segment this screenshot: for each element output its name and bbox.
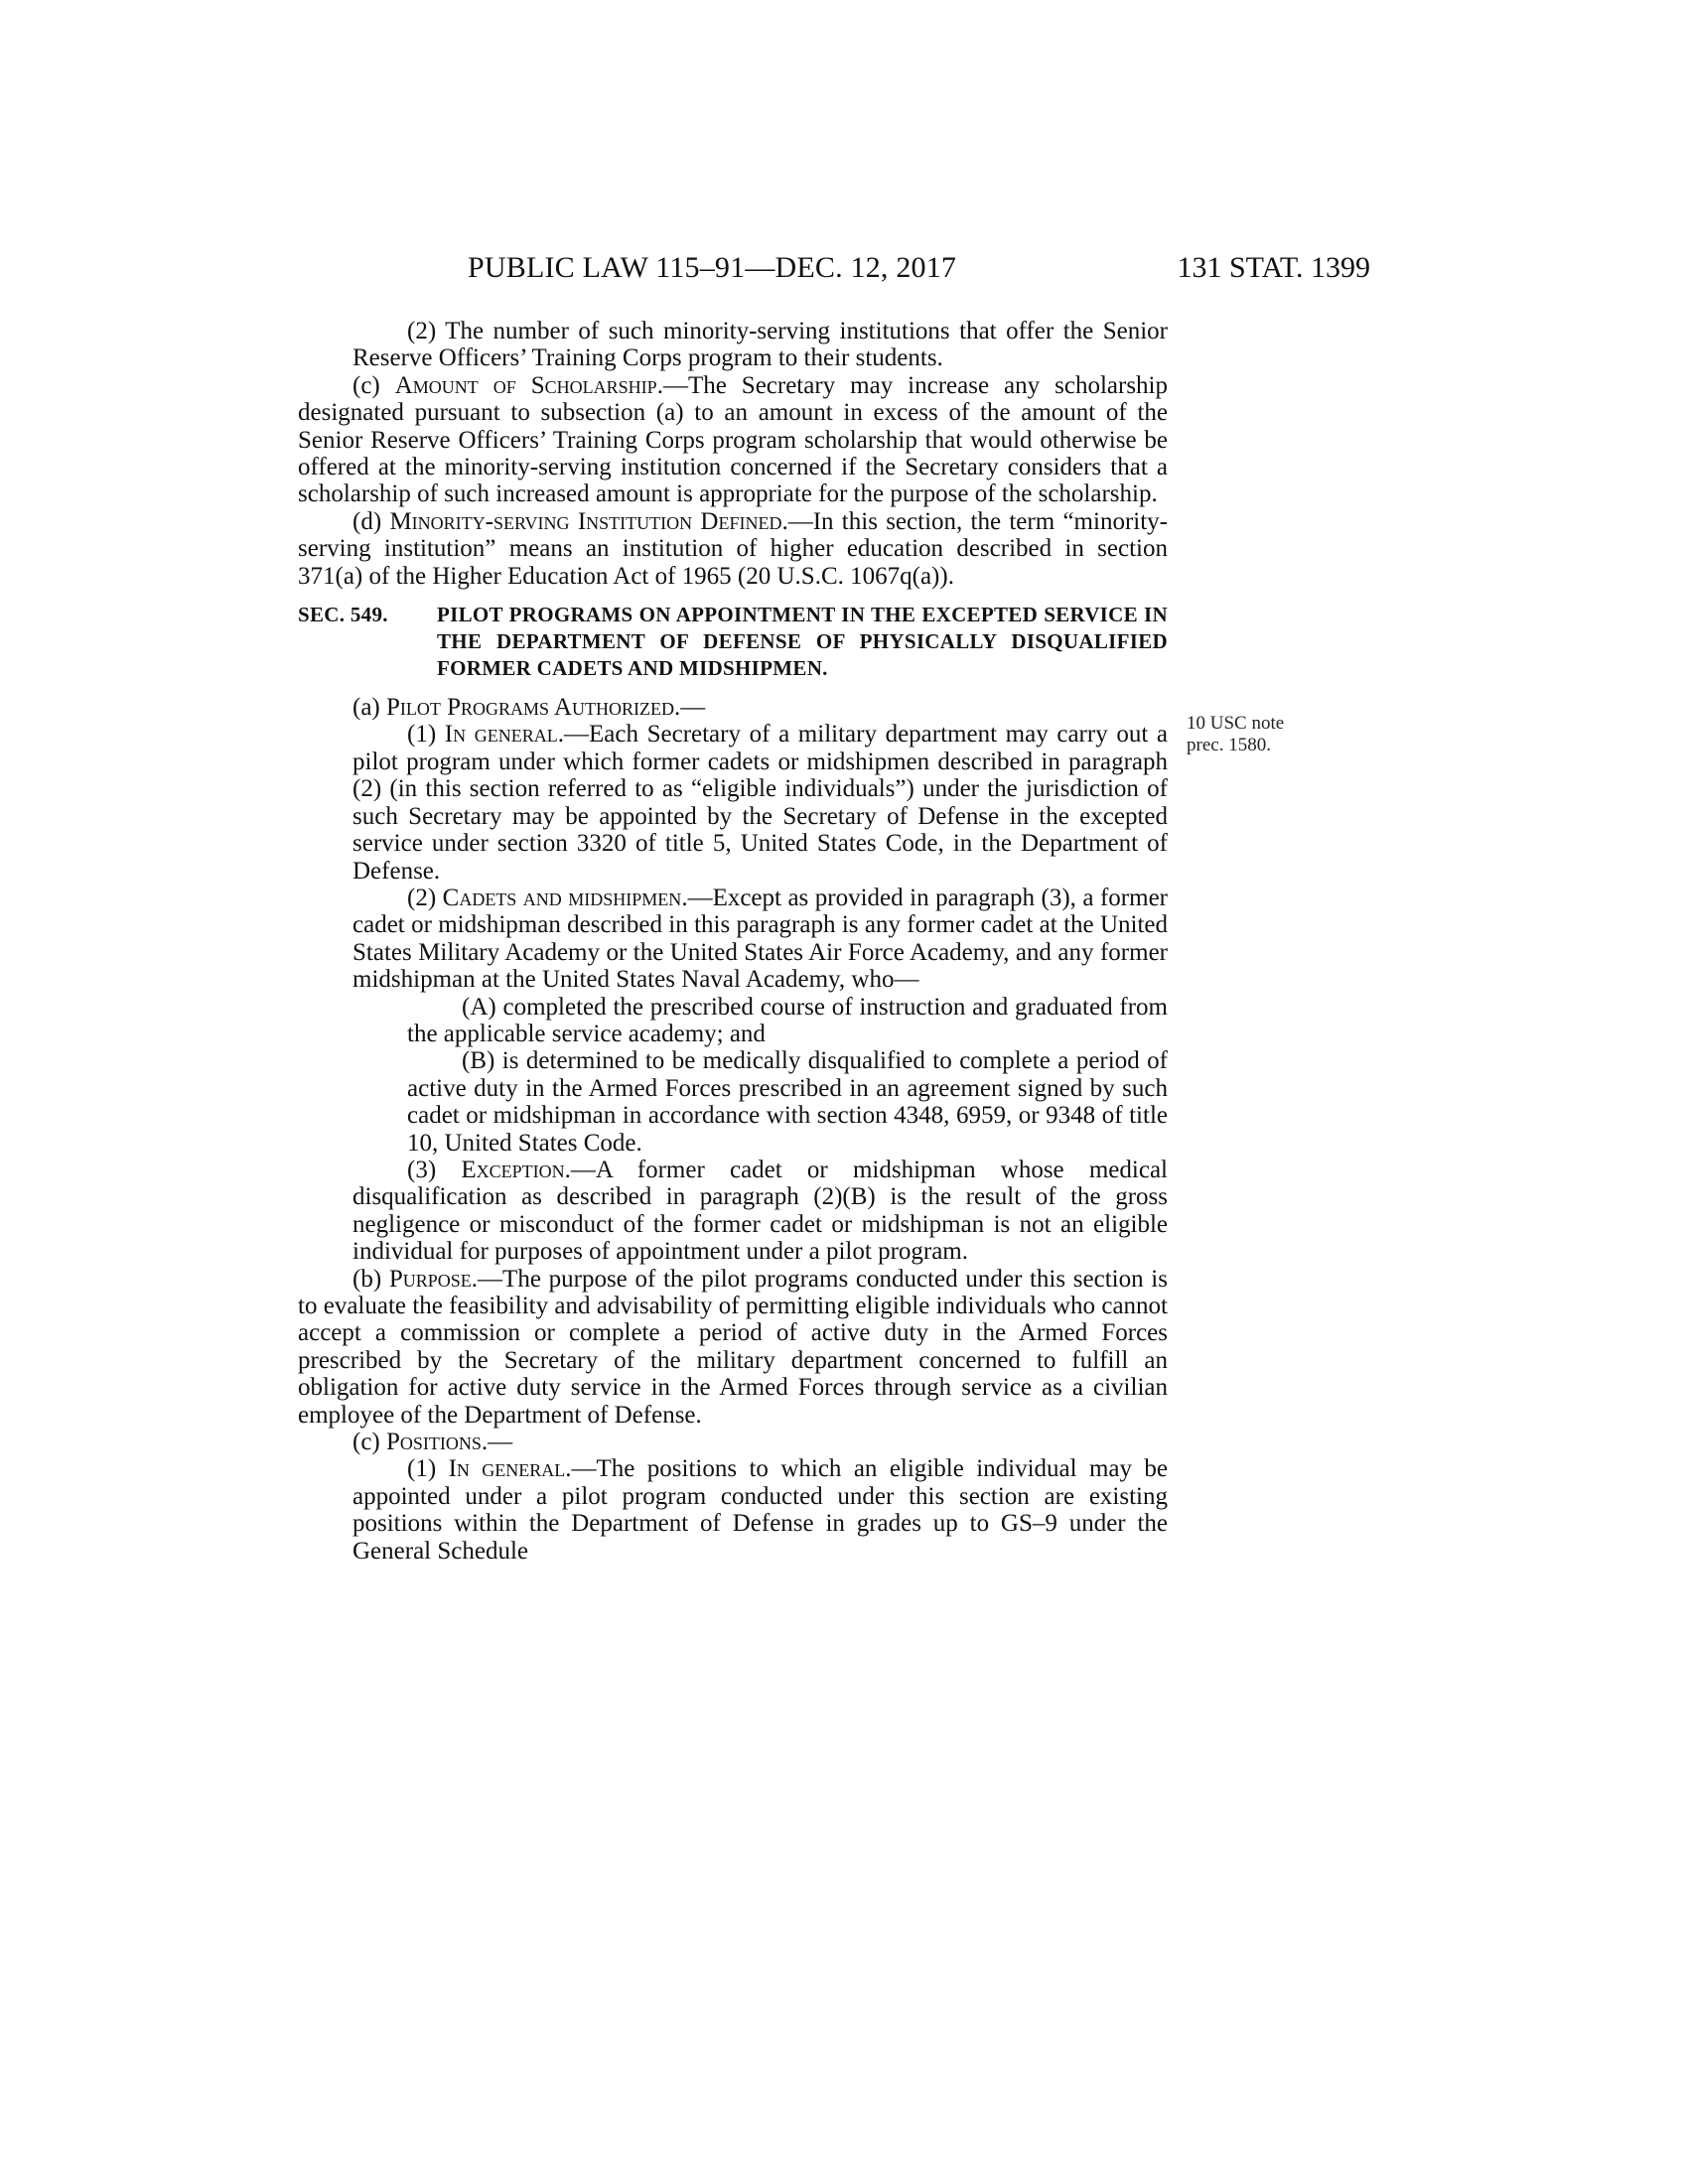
subsection-c-positions-heading	[298, 1429, 1168, 1455]
subsection-heading: Minority-serving Institution Defined	[389, 507, 782, 535]
paragraph-text: .—Except as provided in paragraph (3), a former cadet or midshipman described in this paragraph is any former cadet at the United States Military Academy or the United States Air Force Academy, and any former midshipman at the United States Naval Academy, who—	[352, 884, 1168, 994]
paragraph-a3-exception	[298, 1157, 1168, 1266]
paragraph-heading: Exception	[461, 1156, 565, 1183]
subsection-heading: Purpose	[388, 1265, 472, 1293]
section-title: PILOT PROGRAMS ON APPOINTMENT IN THE EXCEPTED SERVICE IN THE DEPARTMENT OF DEFENSE OF PHYSICALLY DISQUALIFIED FORMER CADETS AND MIDSHIPMEN.	[437, 603, 1168, 681]
paragraph-a2-cadets-and-midshipmen	[298, 885, 1168, 994]
paragraph-label: (2)	[407, 884, 443, 911]
subsection-b-purpose	[298, 1266, 1168, 1429]
subsection-text: .—In this section, the term “minority-serving institution” means an institution of higher education described in section 371(a) of the Higher Education Act of 1965 (20 U.S.C. 1067q(a)).	[298, 507, 1168, 590]
subsection-label: (c)	[352, 1429, 386, 1456]
paragraph-a1-in-general	[298, 721, 1168, 884]
clause-a2B: (B) is determined to be medically disqualified to complete a period of active duty in the Armed Forces prescribed in an agreement signed by such cadet or midshipman in accordance with section 4348, 6959, or 9348 of title 10, United States Code.	[407, 1047, 1168, 1157]
subsection-label: (a)	[352, 694, 386, 722]
header-stat-page: 131 STAT. 1399	[1177, 251, 1370, 284]
subsection-tail: .—	[481, 1429, 513, 1456]
margin-note	[1187, 713, 1306, 756]
subsection-heading: Positions	[386, 1429, 482, 1456]
paragraph-label: (1)	[407, 1455, 449, 1483]
subsection-heading: Amount of Scholarship	[394, 371, 657, 399]
section-heading	[298, 602, 1168, 682]
margin-note-line2: prec. 1580.	[1187, 735, 1271, 755]
subsection-label: (c)	[352, 371, 395, 399]
paragraph-text: .—The positions to which an eligible individual may be appointed under a pilot program conducted under this section are existing positions within the Department of Defense in grades up to GS–9 under the General Schedule	[352, 1455, 1169, 1565]
section-number: SEC. 549.	[298, 603, 388, 627]
paragraph-heading: Cadets and midshipmen	[442, 884, 682, 911]
subsection-a-heading	[298, 694, 1168, 721]
paragraph-label: (3)	[407, 1156, 462, 1183]
paragraph-label: (1)	[407, 721, 445, 749]
subsection-d-definition	[298, 508, 1168, 590]
paragraph-c2-continued: (2) The number of such minority-serving institutions that offer the Senior Reserve Officers’ Training Corps program to their students.	[352, 318, 1168, 372]
running-header	[298, 248, 1370, 288]
subsection-label: (b)	[352, 1265, 389, 1293]
subsection-text: .—The purpose of the pilot programs conducted under this section is to evaluate the feasibility and advisability of permitting eligible individuals who cannot accept a commission or complete a period of active duty in the Armed Forces prescribed by the Secretary of the military department concerned to fulfill an obligation for active duty service in the Armed Forces through service as a civilian employee of the Department of Defense.	[298, 1265, 1168, 1429]
clause-a2A: (A) completed the prescribed course of instruction and graduated from the applicable service academy; and	[407, 993, 1168, 1047]
subsection-label: (d)	[352, 507, 390, 535]
subsection-tail: .—	[673, 694, 706, 722]
paragraph-heading: In general	[448, 1455, 566, 1483]
subsection-c-amount-of-scholarship	[298, 372, 1168, 508]
subsection-text: .—The Secretary may increase any scholarship designated pursuant to subsection (a) to an amount in excess of the amount of the Senior Reserve Officers’ Training Corps program scholarship that would otherwise be offered at the minority-serving institution concerned if the Secretary considers that a scholarship of such increased amount is appropriate for the purpose of the scholarship.	[298, 371, 1168, 508]
paragraph-heading: In general	[444, 721, 558, 749]
paragraph-text: .—Each Secretary of a military department may carry out a pilot program under which former cadets or midshipmen described in paragraph (2) (in this section referred to as “eligible individuals”) under the jurisdiction of such Secretary may be appointed by the Secretary of Defense in the excepted service under section 3320 of title 5, United States Code, in the Department of Defense.	[352, 721, 1168, 885]
document-body	[298, 318, 1168, 1565]
paragraph-c1-in-general	[298, 1455, 1168, 1565]
subsection-heading: Pilot Programs Authorized	[386, 694, 674, 722]
header-title: PUBLIC LAW 115–91—DEC. 12, 2017	[468, 251, 957, 284]
paragraph-text: .—A former cadet or midshipman whose medical disqualification as described in paragraph (2)(B) is the result of the gross negligence or misconduct of the former cadet or midshipman is not an eligible individual for purposes of appointment under a pilot program.	[352, 1156, 1168, 1266]
margin-note-line1: 10 USC note	[1187, 713, 1285, 734]
